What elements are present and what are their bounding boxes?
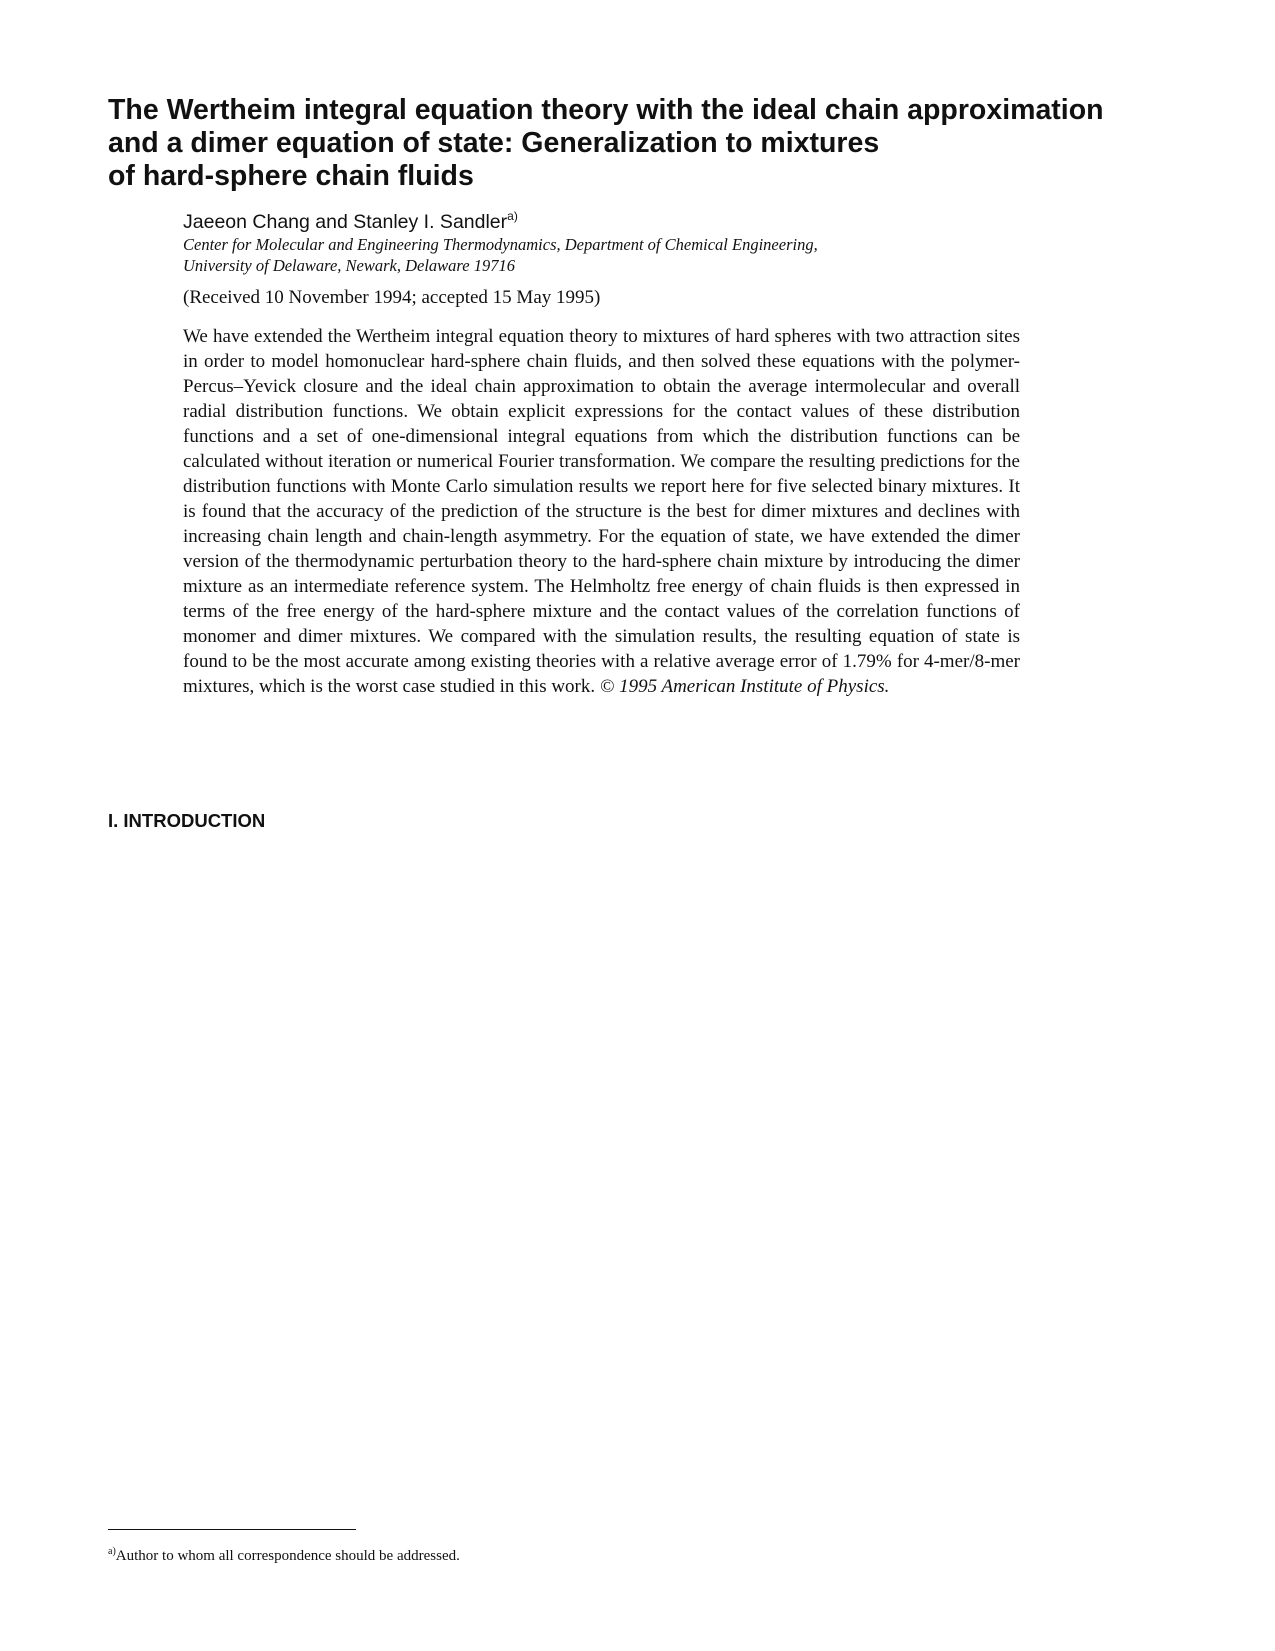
abstract-copyright: © 1995 American Institute of Physics. <box>599 676 890 697</box>
title-line: and a dimer equation of state: Generalization to mixtures <box>108 127 880 159</box>
affiliation-line: Center for Molecular and Engineering Thermodynamics, Department of Chemical Engineering, <box>183 235 818 254</box>
affiliation <box>183 234 818 276</box>
paper-title <box>108 94 1168 193</box>
abstract-text: We have extended the Wertheim integral equation theory to mixtures of hard spheres with two attraction sites in order to model homonuclear hard-sphere chain fluids, and then solved these equations with the polymer-Percus–Yevick closure and the ideal chain approximation to obtain the average intermolecular and overall radial distribution functions. We obtain explicit expressions for the contact values of these distribution functions and a set of one-dimensional integral equations from which the distribution functions can be calculated without iteration or numerical Fourier transformation. We compare the resulting predictions for the distribution functions with Monte Carlo simulation results we report here for five selected binary mixtures. It is found that the accuracy of the prediction of the structure is the best for dimer mixtures and declines with increasing chain length and chain-length asymmetry. For the equation of state, we have extended the dimer version of the thermodynamic perturbation theory to the hard-sphere chain mixture by introducing the dimer mixture as an intermediate reference system. The Helmholtz free energy of chain fluids is then expressed in terms of the free energy of the hard-sphere mixture and the contact values of the correlation functions of monomer and dimer mixtures. We compared with the simulation results, the resulting equation of state is found to be the most accurate among existing theories with a relative average error of 1.79% for 4-mer/8-mer mixtures, which is the worst case studied in this work. <box>183 326 1020 697</box>
affiliation-line: University of Delaware, Newark, Delaware 19716 <box>183 256 515 275</box>
title-line: The Wertheim integral equation theory with the ideal chain approximation <box>108 94 1104 126</box>
footnote <box>108 1546 460 1566</box>
author-list <box>183 210 518 234</box>
footnote-mark: a) <box>108 1546 116 1557</box>
title-line: of hard-sphere chain fluids <box>108 160 474 192</box>
author-footnote-mark: a) <box>507 209 518 223</box>
received-dates: (Received 10 November 1994; accepted 15 May 1995) <box>183 287 601 308</box>
author-names: Jaeeon Chang and Stanley I. Sandler <box>183 211 508 233</box>
footnote-divider <box>108 1529 356 1530</box>
left-column <box>108 808 618 839</box>
section-heading: I. INTRODUCTION <box>108 810 266 831</box>
footnote-text: Author to whom all correspondence should be addressed. <box>115 1548 460 1564</box>
abstract <box>183 324 1020 699</box>
